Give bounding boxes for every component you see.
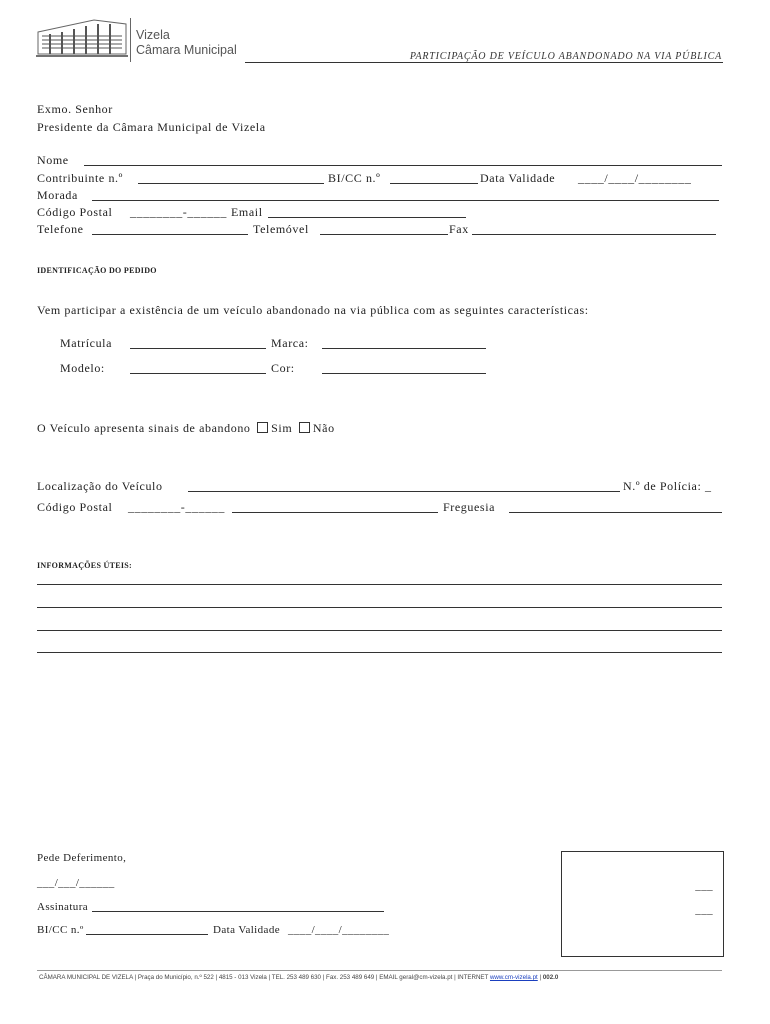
label-policia: N.º de Polícia: _: [623, 479, 712, 493]
info-line-2[interactable]: [37, 607, 722, 608]
request-intro: Vem participar a existência de um veículo abandonado na via pública com as seguintes características:: [37, 303, 589, 317]
nome-field[interactable]: [84, 165, 722, 166]
label-telefone: Telefone: [37, 222, 84, 236]
logo-divider: [130, 18, 131, 62]
location-localidade-field[interactable]: [232, 512, 438, 513]
stamp-mark-1: ___: [695, 880, 713, 892]
telefone-field[interactable]: [92, 234, 248, 235]
label-freguesia: Freguesia: [443, 500, 496, 514]
data-validade-field[interactable]: ____/____/________: [578, 171, 692, 185]
info-line-1[interactable]: [37, 584, 722, 585]
label-email: Email: [231, 205, 263, 219]
footer-separator: |: [539, 974, 542, 981]
label-localizacao: Localização do Veículo: [37, 479, 163, 493]
label-codigo-postal: Código Postal: [37, 205, 113, 219]
label-cor: Cor:: [271, 361, 295, 375]
footer-rule: [37, 970, 722, 971]
marca-field[interactable]: [322, 348, 486, 349]
email-field[interactable]: [268, 217, 466, 218]
cor-field[interactable]: [322, 373, 486, 374]
label-data-validade: Data Validade: [480, 171, 556, 185]
form-title: PARTICIPAÇÃO DE VEÍCULO ABANDONADO NA VIA PÚBLICA: [409, 51, 722, 62]
section-heading-pedido: IDENTIFICAÇÃO DO PEDIDO: [37, 266, 157, 275]
label-signature-bicc: BI/CC n.º: [37, 924, 84, 936]
matricula-field[interactable]: [130, 348, 266, 349]
sim-label: Sim: [271, 421, 293, 435]
modelo-field[interactable]: [130, 373, 266, 374]
addressee-line2: Presidente da Câmara Municipal de Vizela: [37, 120, 266, 134]
fax-field[interactable]: [472, 234, 716, 235]
municipality-logo: [36, 14, 128, 62]
label-contribuinte: Contribuinte n.º: [37, 171, 123, 185]
signature-data-validade-field[interactable]: ____/____/________: [288, 924, 390, 936]
footer-website-link[interactable]: www.cm-vizela.pt: [489, 974, 538, 981]
logo-name-line1: Vizela: [136, 28, 170, 42]
label-nome: Nome: [37, 153, 69, 167]
label-modelo: Modelo:: [60, 361, 105, 375]
assinatura-field[interactable]: [92, 911, 384, 912]
addressee-line1: Exmo. Senhor: [37, 102, 113, 116]
label-matricula: Matrícula: [60, 336, 113, 350]
pede-deferimento: Pede Deferimento,: [37, 852, 127, 864]
nao-label: Não: [312, 421, 335, 435]
abandono-question: O Veículo apresenta sinais de abandono: [37, 421, 251, 435]
telemovel-field[interactable]: [320, 234, 448, 235]
signature-date-field[interactable]: ___/___/______: [37, 877, 115, 889]
logo-name-line2: Câmara Municipal: [136, 43, 237, 57]
freguesia-field[interactable]: [509, 512, 722, 513]
contribuinte-field[interactable]: [138, 183, 324, 184]
label-signature-data-validade: Data Validade: [213, 924, 280, 936]
header-rule: [245, 62, 723, 63]
stamp-mark-2: ___: [695, 904, 713, 916]
footer-text: CÂMARA MUNICIPAL DE VIZELA | Praça do Município, n.º 522 | 4815 - 013 Vizela | TEL. 253 489 630 | Fax. 253 489 649 | EMAIL geral@cm-vizela.pt | INTERNET: [39, 974, 489, 981]
label-fax: Fax: [449, 222, 469, 236]
official-stamp-box: [561, 851, 724, 957]
label-telemovel: Telemóvel: [253, 222, 309, 236]
signature-bicc-field[interactable]: [86, 934, 208, 935]
section-heading-info: INFORMAÇÕES ÚTEIS:: [37, 561, 132, 570]
label-location-codigo-postal: Código Postal: [37, 500, 113, 514]
location-codigo-postal-field[interactable]: ________-______: [128, 500, 225, 514]
label-assinatura: Assinatura: [37, 901, 89, 913]
info-line-3[interactable]: [37, 630, 722, 631]
morada-field[interactable]: [92, 200, 719, 201]
localizacao-field[interactable]: [188, 491, 620, 492]
footer: [39, 974, 558, 981]
codigo-postal-field[interactable]: ________-______: [130, 205, 227, 219]
label-morada: Morada: [37, 188, 78, 202]
nao-checkbox[interactable]: [299, 422, 310, 433]
label-marca: Marca:: [271, 336, 309, 350]
info-line-4[interactable]: [37, 652, 722, 653]
abandono-row: [37, 421, 335, 436]
label-bicc: BI/CC n.º: [328, 171, 381, 185]
sim-checkbox[interactable]: [257, 422, 268, 433]
footer-form-code: 002.0: [542, 974, 559, 981]
bicc-field[interactable]: [390, 183, 478, 184]
